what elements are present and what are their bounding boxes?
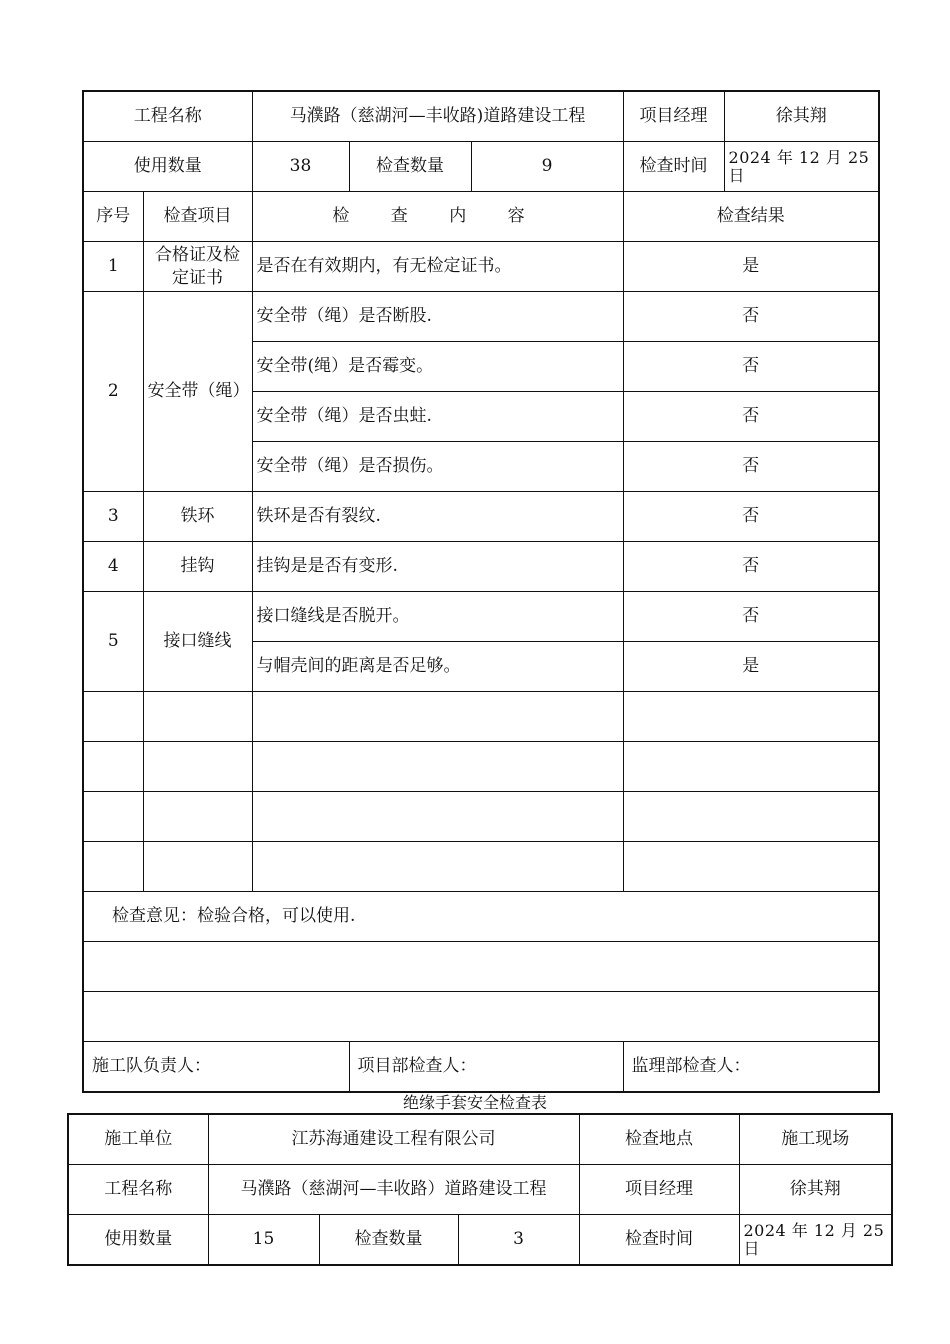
row-content: 安全带（绳）是否断股. bbox=[252, 292, 623, 342]
check-time-label: 检查时间 bbox=[579, 1215, 739, 1266]
row-content: 安全带(绳）是否霉变。 bbox=[252, 342, 623, 392]
row-no: 3 bbox=[83, 492, 143, 542]
unit-row bbox=[68, 1114, 892, 1165]
usage-qty-label: 使用数量 bbox=[83, 142, 252, 192]
project-name-value: 马濮路（慈湖河—丰收路）道路建设工程 bbox=[208, 1165, 579, 1215]
row-content: 接口缝线是否脱开。 bbox=[252, 592, 623, 642]
row-content: 是否在有效期内，有无检定证书。 bbox=[252, 242, 623, 292]
row-no: 5 bbox=[83, 592, 143, 692]
location-label: 检查地点 bbox=[579, 1114, 739, 1165]
row-no: 4 bbox=[83, 542, 143, 592]
check-time-value: 2024 年 12 月 25 日 bbox=[724, 142, 879, 192]
row-content: 铁环是否有裂纹. bbox=[252, 492, 623, 542]
project-row bbox=[68, 1165, 892, 1215]
header-row bbox=[83, 192, 879, 242]
row-content: 挂钩是是否有变形. bbox=[252, 542, 623, 592]
col-item-header: 检查项目 bbox=[143, 192, 252, 242]
row-content: 安全带（绳）是否虫蛀. bbox=[252, 392, 623, 442]
col-no-header: 序号 bbox=[83, 192, 143, 242]
manager-value: 徐其翔 bbox=[724, 91, 879, 142]
table-row bbox=[83, 242, 879, 292]
col-result-header: 检查结果 bbox=[623, 192, 879, 242]
blank-row bbox=[83, 992, 879, 1042]
col-content-header: 检 查 内 容 bbox=[252, 192, 623, 242]
row-result: 是 bbox=[623, 642, 879, 692]
table-row bbox=[83, 492, 879, 542]
safety-belt-inspection-table bbox=[82, 90, 880, 1093]
blank-row bbox=[83, 942, 879, 992]
project-name-label: 工程名称 bbox=[68, 1165, 208, 1215]
row-item: 接口缝线 bbox=[143, 592, 252, 692]
check-time-value: 2024 年 12 月 25 日 bbox=[739, 1215, 892, 1266]
unit-value: 江苏海通建设工程有限公司 bbox=[208, 1114, 579, 1165]
unit-label: 施工单位 bbox=[68, 1114, 208, 1165]
empty-row bbox=[83, 692, 879, 742]
team-leader-signature: 施工队负责人： bbox=[83, 1042, 349, 1093]
manager-value: 徐其翔 bbox=[739, 1165, 892, 1215]
project-name-value: 马濮路（慈湖河—丰收路)道路建设工程 bbox=[252, 91, 623, 142]
check-qty-label: 检查数量 bbox=[349, 142, 471, 192]
usage-qty-value: 15 bbox=[208, 1215, 319, 1266]
manager-label: 项目经理 bbox=[623, 91, 724, 142]
project-name-label: 工程名称 bbox=[83, 91, 252, 142]
check-time-label: 检查时间 bbox=[623, 142, 724, 192]
quantity-row bbox=[83, 142, 879, 192]
opinion-row bbox=[83, 892, 879, 942]
row-content: 与帽壳间的距离是否足够。 bbox=[252, 642, 623, 692]
quantity-row bbox=[68, 1215, 892, 1266]
usage-qty-value: 38 bbox=[252, 142, 349, 192]
check-qty-value: 9 bbox=[471, 142, 623, 192]
table-row bbox=[83, 592, 879, 642]
project-row bbox=[83, 91, 879, 142]
check-qty-label: 检查数量 bbox=[319, 1215, 458, 1266]
supervisor-signature: 监理部检查人： bbox=[623, 1042, 879, 1093]
empty-row bbox=[83, 742, 879, 792]
location-value: 施工现场 bbox=[739, 1114, 892, 1165]
inspection-opinion: 检查意见：检验合格，可以使用. bbox=[83, 892, 879, 942]
row-no: 2 bbox=[83, 292, 143, 492]
row-content: 安全带（绳）是否损伤。 bbox=[252, 442, 623, 492]
empty-row bbox=[83, 842, 879, 892]
table-row bbox=[83, 292, 879, 342]
row-result: 否 bbox=[623, 442, 879, 492]
usage-qty-label: 使用数量 bbox=[68, 1215, 208, 1266]
row-result: 否 bbox=[623, 392, 879, 442]
row-result: 否 bbox=[623, 542, 879, 592]
row-result: 否 bbox=[623, 492, 879, 542]
row-item: 安全带（绳） bbox=[143, 292, 252, 492]
row-result: 是 bbox=[623, 242, 879, 292]
dept-inspector-signature: 项目部检查人： bbox=[349, 1042, 623, 1093]
row-item: 铁环 bbox=[143, 492, 252, 542]
signature-row bbox=[83, 1042, 879, 1093]
empty-row bbox=[83, 792, 879, 842]
insulating-gloves-table-title: 绝缘手套安全检查表 bbox=[402, 1093, 547, 1112]
insulating-gloves-inspection-table bbox=[67, 1113, 893, 1266]
manager-label: 项目经理 bbox=[579, 1165, 739, 1215]
row-item: 挂钩 bbox=[143, 542, 252, 592]
row-result: 否 bbox=[623, 292, 879, 342]
row-result: 否 bbox=[623, 342, 879, 392]
row-item: 合格证及检定证书 bbox=[143, 242, 252, 292]
check-qty-value: 3 bbox=[458, 1215, 579, 1266]
row-result: 否 bbox=[623, 592, 879, 642]
row-no: 1 bbox=[83, 242, 143, 292]
table-row bbox=[83, 542, 879, 592]
